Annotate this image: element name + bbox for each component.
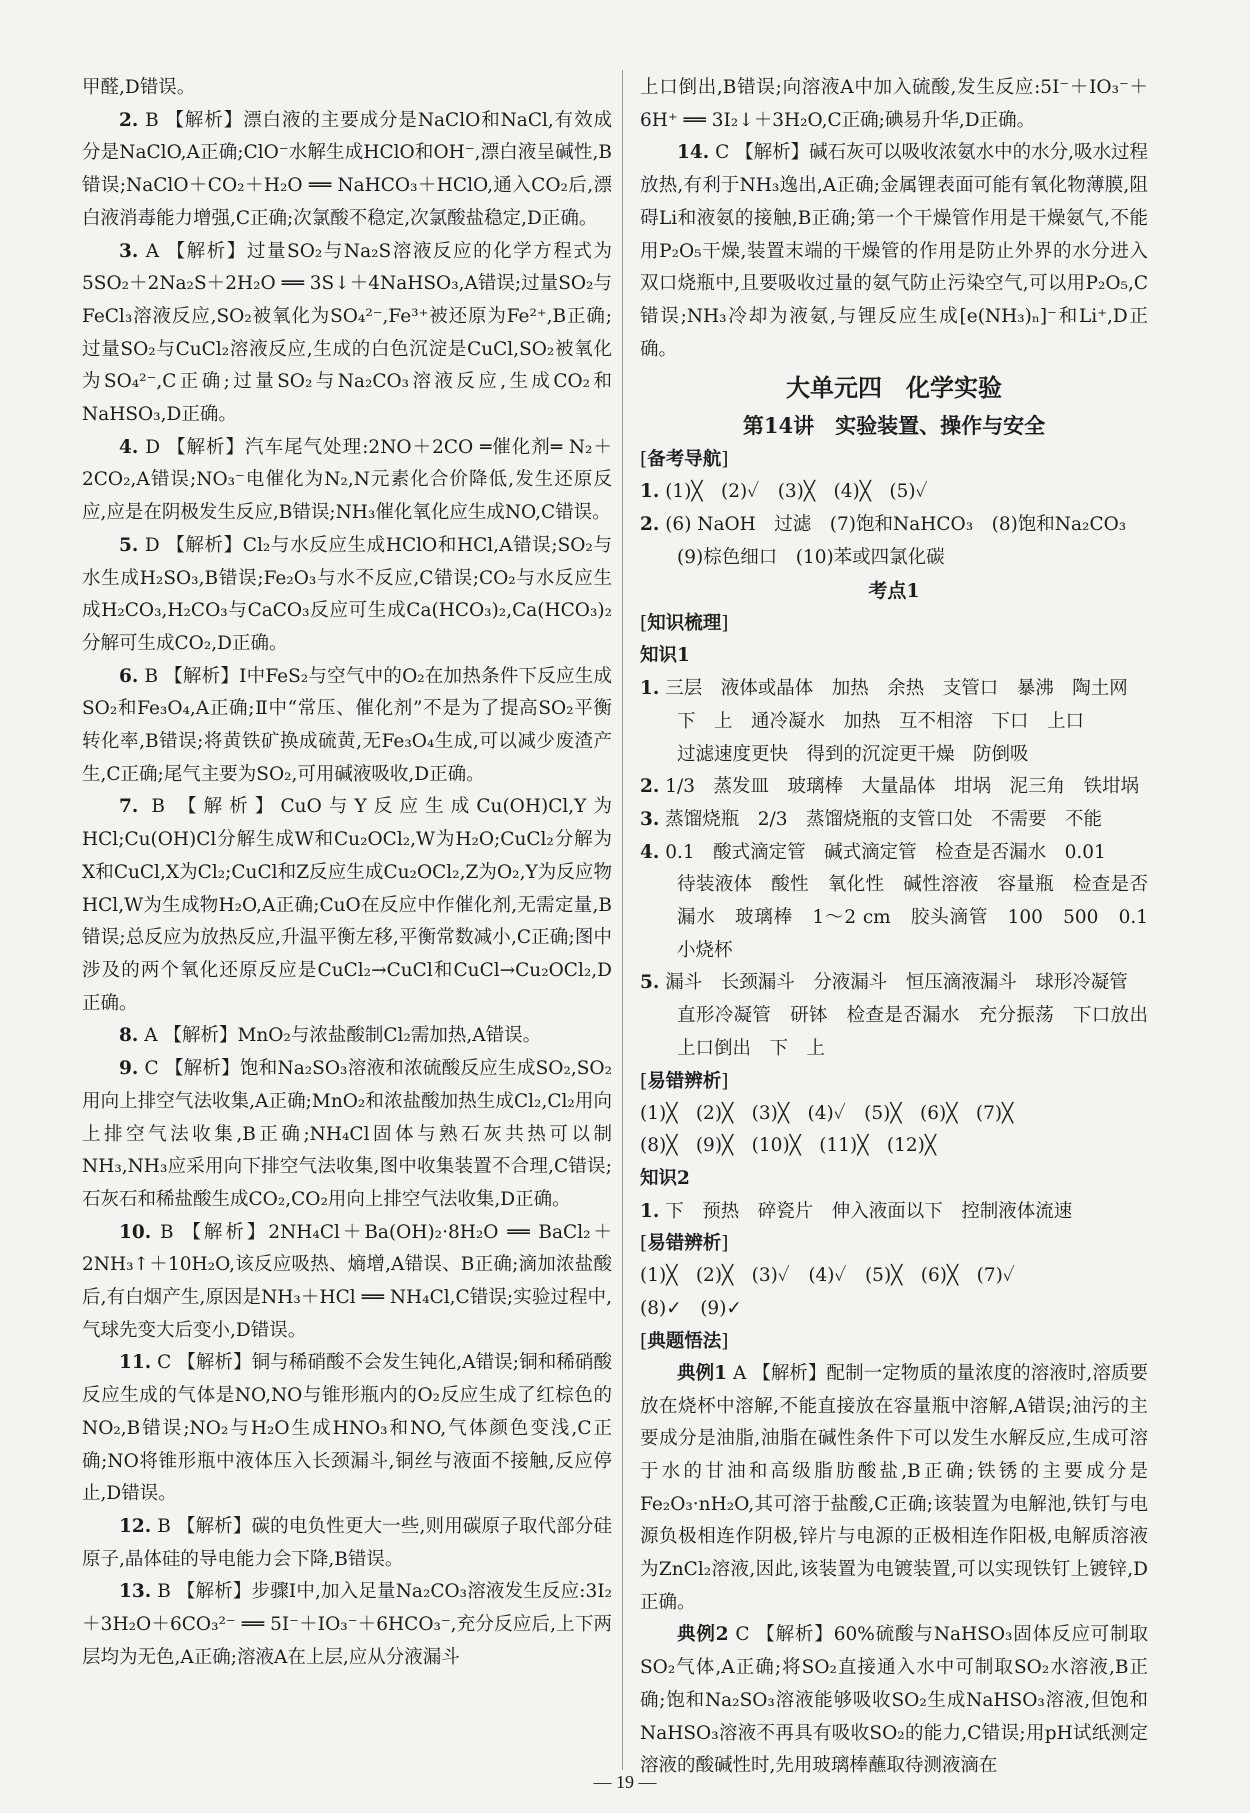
paragraph-text: B 【解析】碳的电负性更大一些,则用碳原子取代部分硅原子,晶体硅的导电能力会下降,B错误。 [82,1515,612,1570]
paragraph-text: D 【解析】汽车尾气处理:2NO＋2CO ═催化剂═ N₂＋2CO₂,A错误;NO₃⁻电催化为N₂,N元素化合价降低,发生还原反应,应是在阴极发生反应,B错误;NH₃催化氧化应生成NO,C错误。 [82,436,612,524]
answer-paragraph [640,706,1148,739]
paragraph-text: 易错辨析 [647,1070,722,1092]
item-number: 13. [119,1581,152,1603]
lecture-heading [640,408,1148,444]
item-number: 14. [677,142,710,164]
right-column [640,72,1167,1783]
answer-paragraph [640,1130,1148,1163]
item-number: 12. [119,1515,152,1537]
item-number: 典例1 [677,1362,728,1384]
bracket-heading [640,444,1148,476]
answer-paragraph [82,105,612,236]
item-number: 1. [640,1200,660,1222]
paragraph-text: C 【解析】铜与稀硝酸不会发生钝化,A错误;铜和稀硝酸反应生成的气体是NO,NO与锥形瓶内的O₂反应生成了红棕色的NO₂,B错误;NO₂与H₂O生成HNO₃和NO,气体颜色变浅,C正确;NO将锥形瓶中液体压入长颈漏斗,铜丝与液面不接触,反应停止,D错误。 [82,1352,612,1505]
knowledge-heading [640,640,1148,673]
item-number: 4. [119,436,139,458]
paragraph-text: 知识梳理 [647,613,722,635]
answer-paragraph [640,1260,1148,1293]
paragraph-text: (8)╳ (9)╳ (10)╳ (11)╳ (12)╳ [640,1135,937,1157]
paragraph-text: 备考导航 [647,449,722,471]
paragraph-text: C 【解析】碱石灰可以吸收浓氨水中的水分,吸水过程放热,有利于NH₃逸出,A正确;金属锂表面可能有氧化物薄膜,阻碍Li和液氨的接触,B正确;第一个干燥管作用是干燥氨气,不能用P₂O₅干燥,装置末端的干燥管的作用是防止外界的水分进入双口烧瓶中,且要吸收过量的氨气防止污染空气,可以用P₂O₅,C错误;NH₃冷却为液氨,与锂反应生成[e(NH₃)ₙ]⁻和Li⁺,D正确。 [640,142,1148,360]
bracket-heading [640,1228,1148,1260]
paragraph-text: 过滤速度更快 得到的沉淀更干燥 防倒吸 [677,743,1029,765]
answer-paragraph [640,542,1148,575]
answer-paragraph [82,791,612,1020]
paragraph-text: C 【解析】60%硫酸与NaHSO₃固体反应可制取SO₂气体,A正确;将SO₂直接通入水中可制取SO₂水溶液,B正确;饱和Na₂SO₃溶液能够吸收SO₂生成NaHSO₃溶液,但饱和NaHSO₃溶液不再具有吸收SO₂的能力,C错误;用pH试纸测定溶液的酸碱性时,先用玻璃棒蘸取待测液滴在 [640,1624,1148,1777]
answer-paragraph [82,661,612,792]
paragraph-text: (9)棕色细口 (10)苯或四氯化碳 [677,546,945,568]
paragraph-text: (1)╳ (2)╳ (3)✓ (4)✓ (5)╳ (6)╳ (7)✓ [640,1265,1015,1287]
paragraph-text: 甲醛,D错误。 [82,77,196,98]
paragraph-text: A 【解析】配制一定物质的量浓度的溶液时,溶质要放在烧杯中溶解,不能直接放在容量瓶中溶解,A错误;油污的主要成分是油脂,油脂在碱性条件下可以发生水解反应,生成可溶于水的甘油和高级脂肪酸盐,B正确;铁锈的主要成分是Fe₂O₃·nH₂O,其可溶于盐酸,C正确;该装置为电解池,铁钉与电源负极相连作阴极,锌片与电源的正极相连作阳极,电解质溶液为ZnCl₂溶液,因此,该装置为电镀装置,可以实现铁钉上镀锌,D正确。 [640,1362,1149,1613]
paragraph-text: 知识1 [640,645,690,667]
answer-paragraph [640,1619,1148,1783]
answer-paragraph [640,837,1148,870]
item-number: 9. [119,1058,139,1080]
answer-paragraph [640,739,1148,772]
paragraph-text: A 【解析】MnO₂与浓盐酸制Cl₂需加热,A错误。 [138,1025,542,1047]
answer-paragraph [640,804,1148,837]
paragraph-text: (1)╳ (2)╳ (3)╳ (4)✓ (5)╳ (6)╳ (7)╳ [640,1102,1014,1124]
paragraph-text: B 【解析】Ⅰ中FeS₂与空气中的O₂在加热条件下反应生成SO₂和Fe₃O₄,A正确;Ⅱ中“常压、催化剂”不是为了提高SO₂平衡转化率,B错误;将黄铁矿换成硫黄,无Fe₃O₄生成,可以减少废渣产生,C正确;尾气主要为SO₂,可用碱液吸收,D正确。 [82,665,612,785]
paragraph-text: 上口倒出,B错误;向溶液A中加入硫酸,发生反应:5I⁻＋IO₃⁻＋6H⁺ ══ 3I₂↓＋3H₂O,C正确;碘易升华,D正确。 [640,77,1148,131]
paragraph-text: (1)╳ (2)✓ (3)╳ (4)╳ (5)✓ [659,481,928,503]
paragraph-text: 考点1 [868,580,920,603]
answer-paragraph [640,1196,1148,1229]
unit-heading [640,368,1148,408]
paragraph-text: 下 预热 碎瓷片 伸入液面以下 控制液体流速 [659,1200,1073,1222]
paragraph-text: 直形冷凝管 研钵 检查是否漏水 充分振荡 下口放出 上口倒出 下 上 [677,1005,1167,1059]
paragraph-text: C 【解析】饱和Na₂SO₃溶液和浓硫酸反应生成SO₂,SO₂用向上排空气法收集,A正确;MnO₂和浓盐酸加热生成Cl₂,Cl₂用向上排空气法收集,B正确;NH₄Cl固体与熟石灰共热可以制NH₃,NH₃应采用向下排空气法收集,图中收集装置不合理,C错误;石灰石和稀盐酸生成CO₂,CO₂用向上排空气法收集,D正确。 [82,1058,612,1210]
answer-paragraph [82,1511,612,1576]
answer-paragraph [640,476,1148,509]
answer-paragraph [640,967,1148,1000]
paragraph-text: (8)✓ (9)✓ [640,1298,742,1320]
answer-paragraph [640,137,1148,366]
answer-paragraph [640,1293,1148,1326]
item-number: 1. [640,481,660,503]
paragraph-text: 大单元四 化学实验 [786,373,1002,403]
answer-paragraph [82,1020,612,1053]
item-number: 6. [119,665,139,687]
paragraph-text: 0.1 酸式滴定管 碱式滴定管 检查是否漏水 0.01 [659,841,1106,863]
item-number: 5. [119,534,139,556]
paragraph-text: 典题悟法 [647,1330,722,1352]
paragraph-text: 蒸馏烧瓶 2/3 蒸馏烧瓶的支管口处 不需要 不能 [659,808,1102,830]
paragraph-text: B 【解析】漂白液的主要成分是NaClO和NaCl,有效成分是NaClO,A正确;ClO⁻水解生成HClO和OH⁻,漂白液呈碱性,B错误;NaClO＋CO₂＋H₂O ══ NaHCO₃＋HClO,通入CO₂后,漂白液消毒能力增强,C正确;次氯酸不稳定,次氯酸盐稳定,D正确。 [82,109,612,229]
paragraph-text: B 【解析】步骤Ⅰ中,加入足量Na₂CO₃溶液发生反应:3I₂＋3H₂O＋6CO₃²⁻ ══ 5I⁻＋IO₃⁻＋6HCO₃⁻,充分反应后,上下两层均为无色,A正确;溶液A在上层,应从分液漏斗 [82,1581,612,1668]
paragraph-text: 第14讲 实验装置、操作与安全 [742,413,1046,439]
item-number: 7. [119,796,139,818]
left-column [82,72,612,1674]
item-number: 10. [119,1221,152,1243]
paragraph-text: B 【解析】CuO与Y反应生成Cu(OH)Cl,Y为HCl;Cu(OH)Cl分解生成W和Cu₂OCl₂,W为H₂O;CuCl₂分解为X和CuCl,X为Cl₂;CuCl和Z反应生成Cu₂OCl₂,Z为O₂,Y为反应物HCl,W为生成物H₂O,A正确;CuO在反应中作催化剂,无需定量,B错误;总反应为放热反应,升温平衡左移,平衡常数减小,C正确;图中涉及的两个氧化还原反应是CuCl₂→CuCl和CuCl→Cu₂OCl₂,D正确。 [82,796,612,1014]
bracket-heading [640,1326,1148,1358]
answer-paragraph [82,1347,612,1511]
answer-paragraph [640,1000,1167,1065]
bracket-heading [640,1066,1148,1098]
answer-paragraph [640,1098,1148,1131]
paragraph-text: (6) NaOH 过滤 (7)饱和NaHCO₃ (8)饱和Na₂CO₃ [659,514,1127,536]
answer-paragraph [640,673,1148,706]
paragraph-text: A 【解析】过量SO₂与Na₂S溶液反应的化学方程式为5SO₂＋2Na₂S＋2H₂O ══ 3S↓＋4NaHSO₃,A错误;过量SO₂与FeCl₃溶液反应,SO₂被氧化为SO₄²⁻,Fe³⁺被还原为Fe²⁺,B正确;过量SO₂与CuCl₂溶液反应,生成的白色沉淀是CuCl,SO₂被氧化为SO₄²⁻,C正确;过量SO₂与Na₂CO₃溶液反应,生成CO₂和NaHSO₃,D正确。 [82,240,612,426]
item-number: 11. [119,1352,152,1374]
item-number: 2. [640,776,660,798]
answer-paragraph [82,72,612,105]
item-number: 3. [640,808,660,830]
knowledge-heading [640,1163,1148,1196]
item-number: 4. [640,841,660,863]
answer-paragraph [82,1576,612,1674]
answer-paragraph [82,432,612,530]
answer-paragraph [82,1053,612,1217]
item-number: 2. [119,109,139,131]
answer-paragraph [640,509,1148,542]
paragraph-text: 下 上 通冷凝水 加热 互不相溶 下口 上口 [677,710,1085,732]
answer-paragraph [640,869,1167,967]
item-number: 典例2 [677,1624,729,1646]
item-number: 1. [640,678,660,700]
answer-paragraph [640,771,1148,804]
paragraph-text: B 【解析】2NH₄Cl＋Ba(OH)₂·8H₂O ══ BaCl₂＋2NH₃↑＋10H₂O,该反应吸热、熵增,A错误、B正确;滴加浓盐酸后,有白烟产生,原因是NH₃＋HCl ══ NH₄Cl,C错误;实验过程中,气球先变大后变小,D错误。 [82,1221,612,1341]
paragraph-text: D 【解析】Cl₂与水反应生成HClO和HCl,A错误;SO₂与水生成H₂SO₃,B错误;Fe₂O₃与水不反应,C错误;CO₂与水反应生成H₂CO₃,H₂CO₃与CaCO₃反应可生成Ca(HCO₃)₂,Ca(HCO₃)₂分解可生成CO₂,D正确。 [82,534,612,654]
answer-paragraph [640,1358,1148,1620]
column-divider [622,70,623,1770]
paragraph-text: 易错辨析 [647,1233,722,1255]
item-number: 8. [119,1025,139,1047]
bracket-heading [640,608,1148,640]
answer-paragraph [640,72,1148,137]
answer-paragraph [82,236,612,432]
paragraph-text: 三层 液体或晶体 加热 余热 支管口 暴沸 陶土网 [659,678,1128,700]
answer-paragraph [82,1217,612,1348]
paragraph-text: 1/3 蒸发皿 玻璃棒 大量晶体 坩埚 泥三角 铁坩埚 [659,776,1139,798]
section-heading [640,574,1148,608]
item-number: 5. [640,972,660,994]
paragraph-text: 待装液体 酸性 氧化性 碱性溶液 容量瓶 检查是否漏水 玻璃棒 1～2 cm 胶头滴管 100 500 0.1 小烧杯 [677,874,1167,961]
paragraph-text: 漏斗 长颈漏斗 分液漏斗 恒压滴液漏斗 球形冷凝管 [659,972,1128,994]
answer-paragraph [82,530,612,661]
item-number: 2. [640,514,660,536]
item-number: 3. [119,240,139,262]
paragraph-text: 知识2 [640,1167,690,1189]
page-number: — 19 — [593,1772,657,1792]
